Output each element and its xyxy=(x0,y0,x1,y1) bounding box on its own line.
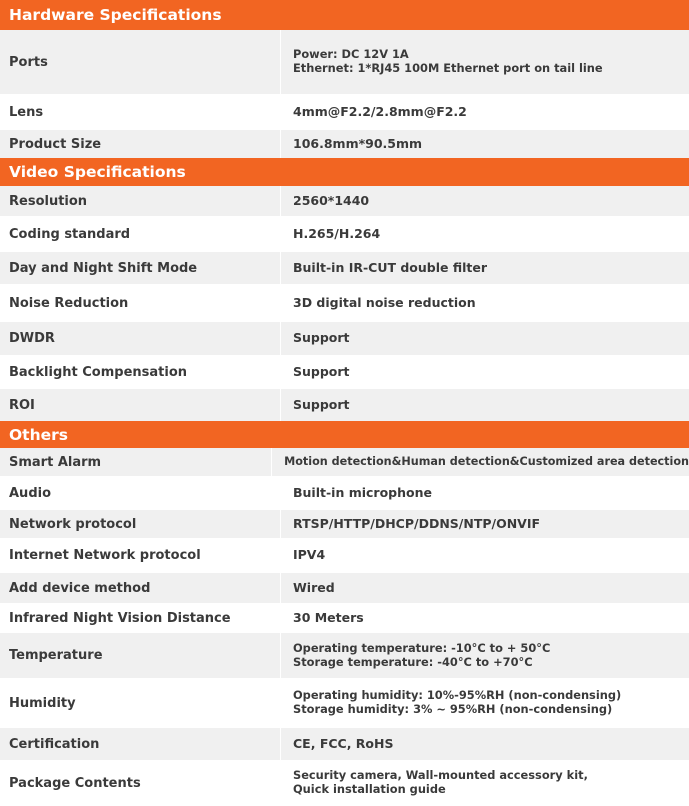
spec-row-package-contents xyxy=(0,760,689,806)
spec-value-line: Built-in IR-CUT double filter xyxy=(293,259,488,275)
spec-label: Smart Alarm xyxy=(0,448,272,476)
spec-value xyxy=(281,633,689,678)
spec-value xyxy=(281,476,689,510)
spec-value-line: IPV4 xyxy=(293,547,326,563)
spec-value xyxy=(281,728,689,760)
spec-value-line: 30 Meters xyxy=(293,609,364,625)
spec-label: Humidity xyxy=(0,678,281,728)
spec-row-backlight xyxy=(0,355,689,389)
spec-label: Temperature xyxy=(0,633,281,678)
spec-value-line: Security camera, Wall-mounted accessory kit, xyxy=(293,768,588,783)
spec-value-line: Operating humidity: 10%-95%RH (non-condensing) xyxy=(293,688,622,703)
section-header-video xyxy=(0,158,689,186)
spec-value xyxy=(281,760,689,806)
spec-label: Backlight Compensation xyxy=(0,355,281,389)
spec-value xyxy=(281,389,689,421)
spec-label: ROI xyxy=(0,389,281,421)
spec-value xyxy=(281,186,689,216)
spec-value-line: Power: DC 12V 1A xyxy=(293,47,409,62)
spec-value-line: Operating temperature: -10°C to + 50°C xyxy=(293,640,551,655)
spec-value xyxy=(281,678,689,728)
spec-label: Infrared Night Vision Distance xyxy=(0,603,281,633)
spec-row-internet-protocol xyxy=(0,538,689,573)
spec-row-roi xyxy=(0,389,689,421)
spec-value-line: Built-in microphone xyxy=(293,484,432,500)
spec-value-line: Ethernet: 1*RJ45 100M Ethernet port on tail line xyxy=(293,61,603,75)
spec-label: Lens xyxy=(0,94,281,130)
spec-row-product-size xyxy=(0,130,689,158)
spec-row-network-protocol xyxy=(0,510,689,538)
section-title: Others xyxy=(9,425,69,444)
spec-value xyxy=(281,30,689,94)
spec-label: Certification xyxy=(0,728,281,760)
spec-value xyxy=(281,130,689,158)
spec-label: Add device method xyxy=(0,573,281,603)
spec-label: Noise Reduction xyxy=(0,284,281,322)
spec-value-line: Support xyxy=(293,330,350,346)
spec-value-line: RTSP/HTTP/DHCP/DDNS/NTP/ONVIF xyxy=(293,515,541,531)
spec-row-temperature xyxy=(0,633,689,678)
section-title: Hardware Specifications xyxy=(9,6,222,24)
spec-row-audio xyxy=(0,476,689,510)
spec-label: Resolution xyxy=(0,186,281,216)
spec-value-line: 4mm@F2.2/2.8mm@F2.2 xyxy=(293,103,467,119)
spec-row-add-device xyxy=(0,573,689,603)
spec-row-dwdr xyxy=(0,322,689,355)
spec-value-line: 3D digital noise reduction xyxy=(293,294,476,310)
spec-row-humidity xyxy=(0,678,689,728)
spec-label: Package Contents xyxy=(0,760,281,806)
spec-value-line: Wired xyxy=(293,579,335,595)
spec-value-line: 106.8mm*90.5mm xyxy=(293,135,423,151)
spec-value xyxy=(281,510,689,538)
spec-value xyxy=(281,603,689,633)
spec-label: Audio xyxy=(0,476,281,510)
spec-row-certification xyxy=(0,728,689,760)
spec-label: Coding standard xyxy=(0,216,281,252)
spec-value-line: H.265/H.264 xyxy=(293,225,381,241)
spec-value-line: CE, FCC, RoHS xyxy=(293,735,394,751)
spec-label: Ports xyxy=(0,30,281,94)
section-header-hardware xyxy=(0,0,689,30)
spec-label: Network protocol xyxy=(0,510,281,538)
spec-value-line: Quick installation guide xyxy=(293,782,446,796)
spec-row-ir-distance xyxy=(0,603,689,633)
spec-value xyxy=(272,448,689,476)
spec-row-ports xyxy=(0,30,689,94)
spec-value xyxy=(281,284,689,322)
spec-row-day-night xyxy=(0,252,689,284)
spec-label: DWDR xyxy=(0,322,281,355)
spec-value xyxy=(281,216,689,252)
spec-value xyxy=(281,94,689,130)
spec-value-line: Motion detection&Human detection&Customized area detection xyxy=(284,454,689,468)
spec-label: Internet Network protocol xyxy=(0,538,281,573)
spec-row-noise-reduction xyxy=(0,284,689,322)
spec-value-line: Support xyxy=(293,363,350,379)
spec-row-coding-standard xyxy=(0,216,689,252)
spec-value-line: Storage temperature: -40°C to +70°C xyxy=(293,654,533,669)
spec-value xyxy=(281,252,689,284)
spec-value-line: Support xyxy=(293,396,350,412)
spec-value xyxy=(281,573,689,603)
spec-label: Product Size xyxy=(0,130,281,158)
spec-value-line: 2560*1440 xyxy=(293,192,370,208)
spec-row-lens xyxy=(0,94,689,130)
spec-label: Day and Night Shift Mode xyxy=(0,252,281,284)
spec-row-smart-alarm xyxy=(0,448,689,476)
section-title: Video Specifications xyxy=(9,163,186,181)
spec-value xyxy=(281,322,689,355)
spec-value xyxy=(281,538,689,573)
spec-row-resolution xyxy=(0,186,689,216)
spec-value xyxy=(281,355,689,389)
spec-value-line: Storage humidity: 3% ~ 95%RH (non-condensing) xyxy=(293,702,613,716)
section-header-others xyxy=(0,421,689,448)
